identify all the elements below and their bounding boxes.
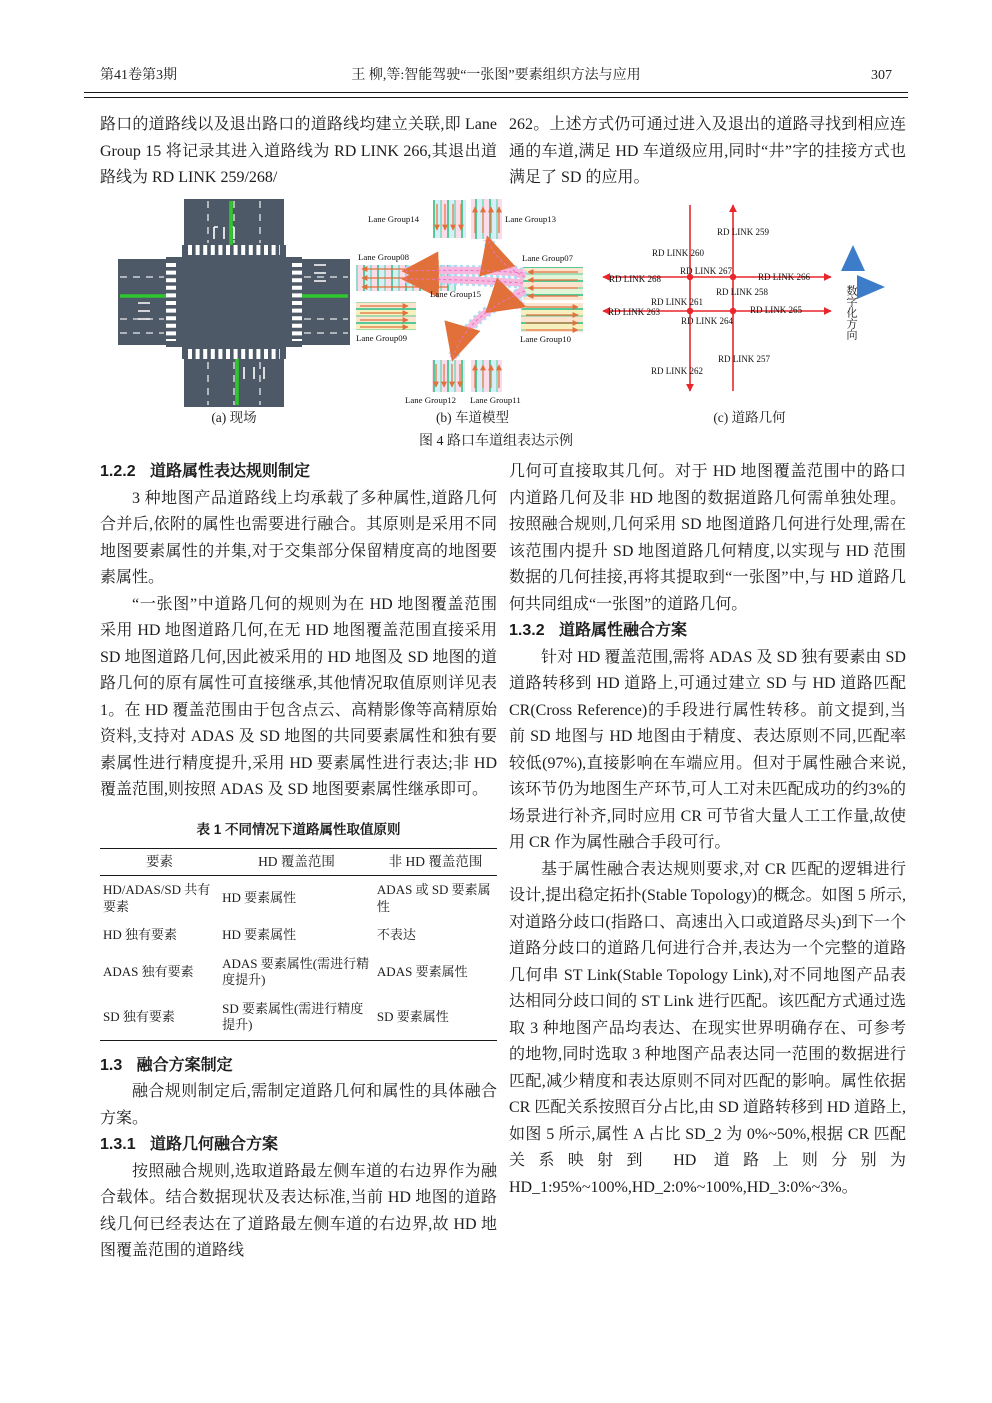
figure4c-road-geometry xyxy=(595,199,905,397)
section-title: 融合方案制定 xyxy=(136,1056,233,1074)
paragraph: 融合规则制定后,需制定道路几何和属性的具体融合方案。 xyxy=(100,1083,497,1127)
section-heading-122 xyxy=(100,459,497,486)
table-header-row xyxy=(100,848,497,876)
table-header-cell: 非 HD 覆盖范围 xyxy=(374,848,497,876)
paragraph: 几何可直接取其几何。对于 HD 地图覆盖范围中的路口内道路几何及非 HD 地图的数据道路几何需单独处理。按照融合规则,几何采用 SD 地图道路几何进行处理,需在该范围内提升 SD 地图道路几何精度,以实现与 HD 范围数据的几何挂接,再将其提取到“一张图”中,与 HD 道路几何共同组成“一张图”的道路几何。 xyxy=(509,463,906,613)
digitization-direction-label: 数字化方向 xyxy=(845,285,857,340)
lane-group-label: Lane Group12 xyxy=(405,395,457,405)
paragraph: 基于属性融合表达规则要求,对 CR 匹配的逻辑进行设计,提出稳定拓扑(Stable Topology)的概念。如图 5 所示,对道路分歧口(指路口、高速出入口或道路尽头)到下一个道路分歧口的道路几何进行合并,表达为一个完整的道路几何串 ST Link(Stable Topology Link),对不同地图产品表达相同分歧口间的 ST Link 进行匹配。该匹配方式通过选取 3 种地图产品均表达、在现实世界明确存在、可参考的地物,同时选取 3 种地图产品表达同一范围的数据进行匹配,减少精度和表达原则不同对匹配的影响。属性依据 CR 匹配关系按照百分占比,由 SD 道路转移到 HD 道路上,如图 5 所示,属性 A 占比 SD_2 为 0%~50%,根据 CR 匹配关系映射到 HD 道路上则分别为 HD_1:95%~100%,HD_2:0%~100%,HD_3:0%~3%。 xyxy=(509,860,906,1196)
left-column-top xyxy=(100,112,497,192)
section-title: 道路属性融合方案 xyxy=(558,622,687,639)
figure4 xyxy=(0,197,992,459)
road-link-label: RD LINK 265 xyxy=(750,305,802,315)
section-heading-13 xyxy=(100,1053,497,1080)
road-link-label: RD LINK 262 xyxy=(651,366,703,376)
figure4a-intersection xyxy=(118,199,350,407)
road-link-label: RD LINK 257 xyxy=(718,354,770,364)
table1-caption: 表 1 不同情况下道路属性取值原则 xyxy=(196,821,401,837)
page-header xyxy=(100,64,892,84)
lane-group-label: Lane Group14 xyxy=(368,214,420,224)
figure4b-lane-model xyxy=(350,197,595,409)
table-cell: ADAS 独有要素 xyxy=(103,963,194,979)
table-cell: 不表达 xyxy=(376,927,416,942)
right-column-top xyxy=(509,112,906,192)
lane-group-label: Lane Group07 xyxy=(522,253,574,263)
table-row xyxy=(100,950,497,995)
subcaption-b: (b) 车道模型 xyxy=(435,410,510,425)
lane-block-11 xyxy=(471,360,502,392)
road-link-labels xyxy=(608,227,810,376)
paragraph: 3 种地图产品道路线上均承载了多种属性,道路几何合并后,依附的属性也需要进行融合。其原则是采用不同地图要素属性的并集,对于交集部分保留精度高的地图要素属性。 xyxy=(100,489,497,586)
paragraph: 按照融合规则,选取道路最左侧车道的右边界作为融合载体。结合数据现状及表达标准,当前 HD 地图的道路线几何已经表达在了道路最左侧车道的右边界,故 HD 地图覆盖范围的道路线 xyxy=(100,1162,497,1259)
figure4-caption: 图 4 路口车道组表达示例 xyxy=(419,434,573,449)
table-header-cell: HD 覆盖范围 xyxy=(219,848,374,876)
lane-block-13 xyxy=(471,199,502,239)
table-cell: SD 要素属性(需进行精度提升) xyxy=(222,1000,364,1032)
road-link-label: RD LINK 263 xyxy=(608,307,660,317)
road-link-label: RD LINK 260 xyxy=(652,248,704,258)
road-link-label: RD LINK 261 xyxy=(651,297,703,307)
table-row xyxy=(100,995,497,1041)
table-header-cell: 要素 xyxy=(100,848,219,876)
table-cell: HD 要素属性 xyxy=(222,927,297,942)
paragraph: “一张图”中道路几何的规则为在 HD 地图覆盖范围采用 HD 地图道路几何,在无 HD 地图覆盖范围直接采用 SD 地图道路几何,因此被采用的 HD 地图及 SD 地图的道路几何的原有属性可直接继承,其他情况取值原则详见表 1。在 HD 覆盖范围由于包含点云、高精影像等高精原始资料,支持对 ADAS 及 SD 地图的共同要素属性和独有要素属性进行精度提升,采用 HD 要素属性进行表达;非 HD 覆盖范围,则按照 ADAS 及 SD 地图要素属性继承即可。 xyxy=(100,595,497,798)
road-link-label: RD LINK 264 xyxy=(681,316,733,326)
table-cell: ADAS 要素属性 xyxy=(376,963,468,979)
section-heading-132 xyxy=(509,618,906,645)
section-number: 1.3 xyxy=(100,1056,123,1074)
table1-grid xyxy=(100,848,497,1041)
paragraph: 路口的道路线以及退出路口的道路线均建立关联,即 Lane Group 15 将记录其进入道路线为 RD LINK 266,其退出道路线为 RD LINK 259/268/ xyxy=(100,116,497,186)
intro-row xyxy=(100,112,906,192)
table-cell: SD 要素属性 xyxy=(376,1008,449,1024)
table-row xyxy=(100,921,497,950)
lane-group-label: Lane Group08 xyxy=(358,252,410,262)
lane-group-label: Lane Group13 xyxy=(505,214,557,224)
lane-group-label: Lane Group09 xyxy=(356,333,408,343)
page-number: 307 xyxy=(871,68,892,83)
subcaption-a: (a) 现场 xyxy=(211,410,257,425)
lane-group-label: Lane Group10 xyxy=(520,334,572,344)
section-number: 1.3.2 xyxy=(509,622,545,639)
road-link-label: RD LINK 259 xyxy=(717,227,769,237)
road-link-label: RD LINK 268 xyxy=(609,274,661,284)
running-title: 王 柳,等:智能驾驶“一张图”要素组织方法与应用 xyxy=(351,68,641,83)
table-cell: HD 要素属性 xyxy=(222,890,297,906)
table-cell: HD/ADAS/SD 共有要素 xyxy=(103,882,211,914)
section-number: 1.3.1 xyxy=(100,1136,136,1153)
header-rule xyxy=(84,92,908,98)
right-column xyxy=(509,459,906,1265)
lane-group-label: Lane Group11 xyxy=(470,395,521,405)
section-title: 道路属性表达规则制定 xyxy=(149,463,310,480)
paragraph: 针对 HD 覆盖范围,需将 ADAS 及 SD 独有要素由 SD 道路转移到 HD 道路上,可通过建立 SD 与 HD 道路匹配 CR(Cross Reference)的手段进行属性转移。前文提到,当前 SD 地图与 HD 地图由于精度、表达原则不同,匹配率较低(97%),直接影响在车端应用。但对于属性融合来说,该环节仍为地图生产环节,可人工对未匹配成功的约3%的场景进行补齐,同时应用 CR 可节省大量人工工作量,故使用 CR 作为属性融合手段可行。 xyxy=(509,648,906,851)
section-heading-131 xyxy=(100,1132,497,1159)
table-row xyxy=(100,876,497,922)
section-number: 1.2.2 xyxy=(100,463,136,480)
lane-group-label: Lane Group15 xyxy=(430,289,482,299)
section-title: 道路几何融合方案 xyxy=(149,1136,278,1153)
table-cell: HD 独有要素 xyxy=(103,927,178,942)
road-link-label: RD LINK 266 xyxy=(758,272,810,282)
road-link-label: RD LINK 258 xyxy=(716,287,768,297)
table-cell: ADAS 或 SD 要素属性 xyxy=(376,882,491,914)
paragraph: 262。上述方式仍可通过进入及退出的道路寻找到相应连通的车道,满足 HD 车道级应用,同时“井”字的挂接方式也满足了 SD 的应用。 xyxy=(509,116,906,186)
body-row xyxy=(100,459,906,1265)
road-link-label: RD LINK 267 xyxy=(680,266,732,276)
left-column xyxy=(100,459,497,1265)
subcaption-c: (c) 道路几何 xyxy=(713,410,786,425)
table-cell: SD 独有要素 xyxy=(103,1008,175,1024)
table1 xyxy=(100,821,497,1041)
table-cell: ADAS 要素属性(需进行精度提升) xyxy=(222,955,370,987)
journal-issue: 第41卷第3期 xyxy=(100,68,177,83)
